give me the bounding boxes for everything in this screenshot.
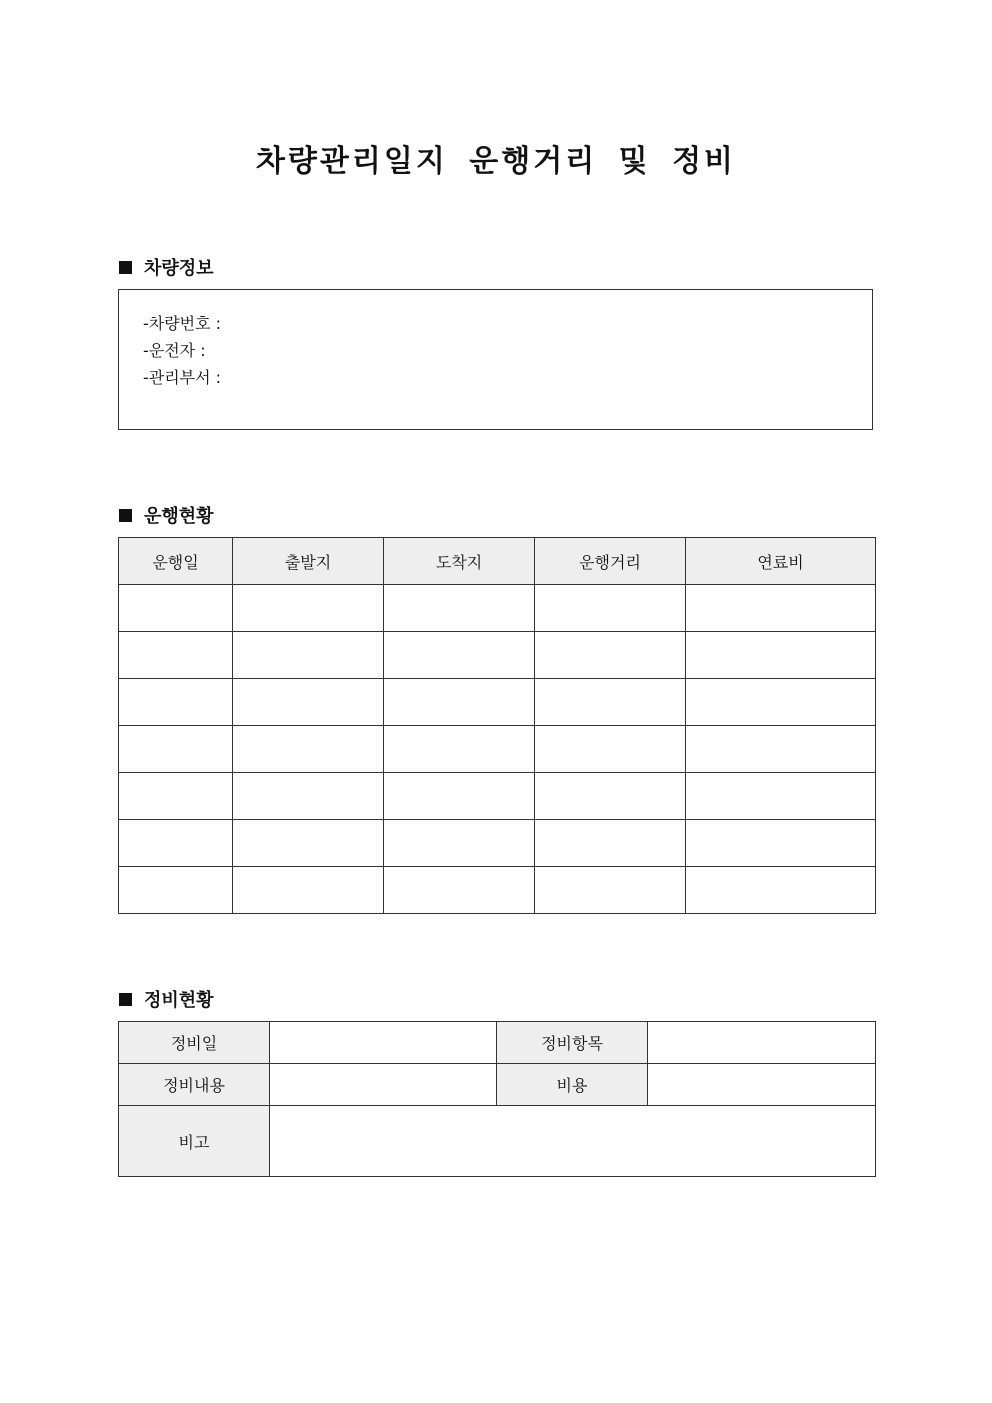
maintenance-note-cell[interactable] <box>270 1106 876 1177</box>
cell-arrival[interactable] <box>384 820 535 867</box>
cell-arrival[interactable] <box>384 632 535 679</box>
section-heading-maintenance-status <box>119 986 214 1012</box>
table-header-row <box>119 538 876 585</box>
cell-departure[interactable] <box>233 726 384 773</box>
maintenance-content-cell[interactable] <box>270 1064 497 1106</box>
section-heading-label: 운행현황 <box>144 506 214 527</box>
cell-fuel-cost[interactable] <box>686 726 876 773</box>
cell-arrival[interactable] <box>384 679 535 726</box>
vehicle-info-lines <box>143 310 221 391</box>
cell-date[interactable] <box>119 773 233 820</box>
maintenance-note-label: 비고 <box>119 1106 270 1177</box>
column-header-date: 운행일 <box>119 538 233 585</box>
maintenance-date-label: 정비일 <box>119 1022 270 1064</box>
cell-date[interactable] <box>119 726 233 773</box>
section-heading-label: 정비현황 <box>144 990 214 1011</box>
column-header-arrival: 도착지 <box>384 538 535 585</box>
cell-distance[interactable] <box>535 773 686 820</box>
cell-fuel-cost[interactable] <box>686 867 876 914</box>
maintenance-date-cell[interactable] <box>270 1022 497 1064</box>
cell-date[interactable] <box>119 867 233 914</box>
section-heading-vehicle-info <box>119 254 214 280</box>
cell-distance[interactable] <box>535 726 686 773</box>
table-row <box>119 585 876 632</box>
column-header-fuel-cost: 연료비 <box>686 538 876 585</box>
cell-date[interactable] <box>119 820 233 867</box>
cell-fuel-cost[interactable] <box>686 773 876 820</box>
maintenance-item-cell[interactable] <box>648 1022 876 1064</box>
cell-date[interactable] <box>119 632 233 679</box>
table-row <box>119 1064 876 1106</box>
cell-date[interactable] <box>119 679 233 726</box>
department-field[interactable]: -관리부서 : <box>143 368 222 387</box>
maintenance-cost-cell[interactable] <box>648 1064 876 1106</box>
cell-fuel-cost[interactable] <box>686 585 876 632</box>
cell-arrival[interactable] <box>384 773 535 820</box>
table-row <box>119 820 876 867</box>
section-heading-driving-status <box>119 502 214 528</box>
cell-departure[interactable] <box>233 632 384 679</box>
cell-fuel-cost[interactable] <box>686 679 876 726</box>
table-row <box>119 679 876 726</box>
square-bullet-icon <box>119 261 132 274</box>
driving-status-table <box>118 537 876 914</box>
cell-arrival[interactable] <box>384 867 535 914</box>
maintenance-status-table <box>118 1021 876 1177</box>
column-header-departure: 출발지 <box>233 538 384 585</box>
maintenance-cost-label: 비용 <box>497 1064 648 1106</box>
table-row <box>119 867 876 914</box>
cell-departure[interactable] <box>233 867 384 914</box>
cell-arrival[interactable] <box>384 726 535 773</box>
column-header-distance: 운행거리 <box>535 538 686 585</box>
document-title: 차량관리일지 운행거리 및 정비 <box>255 144 737 179</box>
cell-date[interactable] <box>119 585 233 632</box>
driver-field[interactable]: -운전자 : <box>143 341 206 360</box>
square-bullet-icon <box>119 509 132 522</box>
table-row <box>119 632 876 679</box>
cell-arrival[interactable] <box>384 585 535 632</box>
cell-departure[interactable] <box>233 773 384 820</box>
cell-distance[interactable] <box>535 585 686 632</box>
maintenance-content-label: 정비내용 <box>119 1064 270 1106</box>
cell-distance[interactable] <box>535 820 686 867</box>
cell-departure[interactable] <box>233 679 384 726</box>
table-row <box>119 1106 876 1177</box>
cell-departure[interactable] <box>233 585 384 632</box>
table-row <box>119 773 876 820</box>
cell-distance[interactable] <box>535 632 686 679</box>
section-heading-label: 차량정보 <box>144 258 214 279</box>
cell-distance[interactable] <box>535 679 686 726</box>
table-row <box>119 726 876 773</box>
vehicle-number-field[interactable]: -차량번호 : <box>143 314 222 333</box>
cell-fuel-cost[interactable] <box>686 820 876 867</box>
square-bullet-icon <box>119 993 132 1006</box>
maintenance-item-label: 정비항목 <box>497 1022 648 1064</box>
table-row <box>119 1022 876 1064</box>
cell-departure[interactable] <box>233 820 384 867</box>
cell-fuel-cost[interactable] <box>686 632 876 679</box>
cell-distance[interactable] <box>535 867 686 914</box>
vehicle-info-box <box>118 289 873 430</box>
